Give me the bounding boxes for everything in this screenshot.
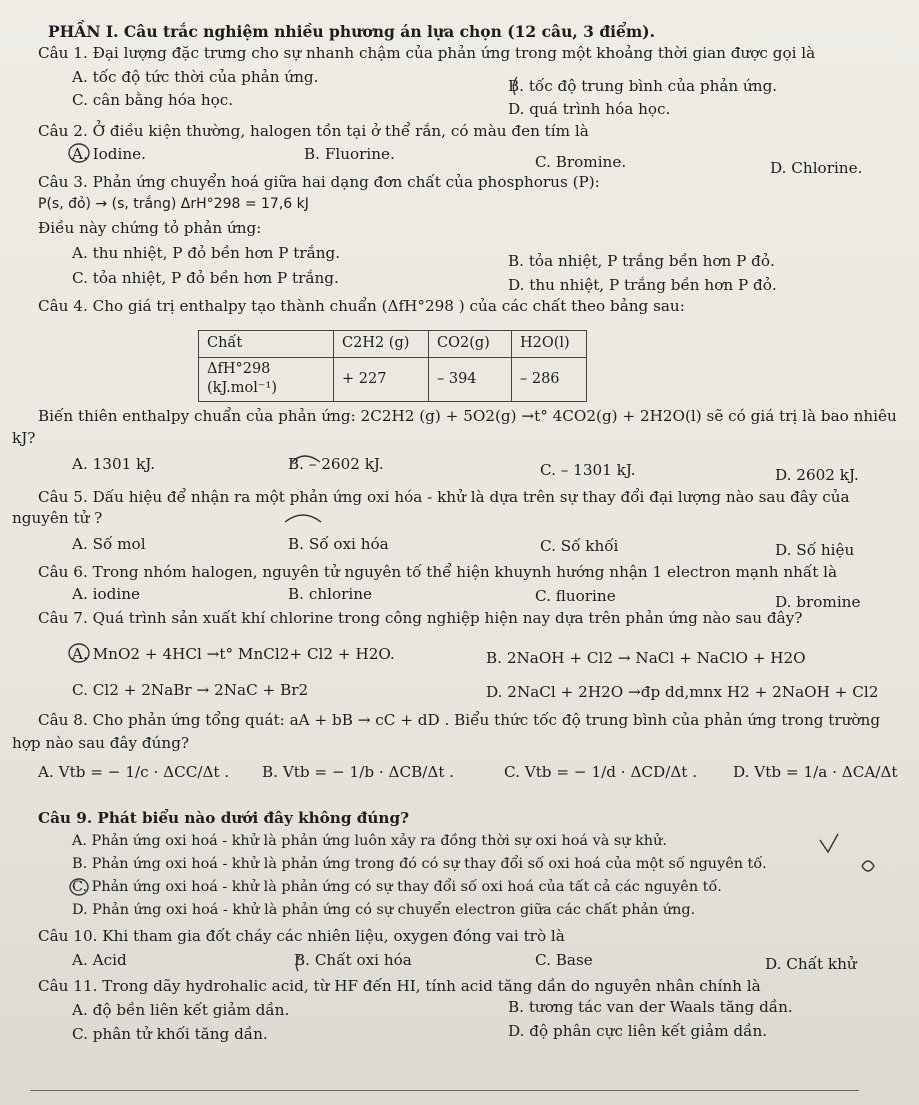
table-head-cell: CO2(g) bbox=[429, 331, 512, 358]
q3-option-a[interactable]: A. thu nhiệt, P đỏ bền hơn P trắng. bbox=[72, 244, 341, 262]
q8-option-d[interactable]: D. Vtb = 1/a · ΔCA/Δt bbox=[733, 763, 898, 781]
q3-option-c[interactable]: C. tỏa nhiệt, P đỏ bền hơn P trắng. bbox=[72, 269, 339, 287]
q7-option-d[interactable]: D. 2NaCl + 2H2O →đp dd,mnx H2 + 2NaOH + Cl2 bbox=[486, 683, 879, 701]
table-row-label: ΔfH°298 (kJ.mol⁻¹) bbox=[199, 358, 334, 402]
q10-option-b[interactable]: B. Chất oxi hóa bbox=[294, 951, 412, 969]
q5-stem2: nguyên tử ? bbox=[12, 509, 103, 527]
table-cell: + 227 bbox=[334, 358, 429, 402]
q3-option-d[interactable]: D. thu nhiệt, P trắng bền hơn P đỏ. bbox=[508, 276, 777, 294]
q7-option-b[interactable]: B. 2NaOH + Cl2 → NaCl + NaClO + H2O bbox=[486, 649, 806, 667]
q2-option-d[interactable]: D. Chlorine. bbox=[770, 159, 863, 177]
q7-stem: Câu 7. Quá trình sản xuất khí chlorine trong công nghiệp hiện nay dựa trên phản ứng nào sau đây? bbox=[38, 609, 803, 627]
q5-option-d[interactable]: D. Số hiệu bbox=[775, 541, 855, 559]
q9-stem: Câu 9. Phát biểu nào dưới đây không đúng? bbox=[38, 809, 409, 827]
q6-option-a[interactable]: A. iodine bbox=[72, 585, 140, 603]
q11-option-a[interactable]: A. độ bền liên kết giảm dần. bbox=[72, 1001, 290, 1019]
q11-option-b[interactable]: B. tương tác van der Waals tăng dần. bbox=[508, 998, 793, 1016]
q1-option-a[interactable]: A. tốc độ tức thời của phản ứng. bbox=[72, 68, 319, 86]
q10-stem: Câu 10. Khi tham gia đốt cháy các nhiên liệu, oxygen đóng vai trò là bbox=[38, 927, 565, 945]
q11-option-d[interactable]: D. độ phân cực liên kết giảm dần. bbox=[508, 1022, 768, 1040]
q4-option-a[interactable]: A. 1301 kJ. bbox=[72, 455, 156, 473]
q5-option-a[interactable]: A. Số mol bbox=[72, 535, 146, 553]
q9-option-c[interactable]: C. Phản ứng oxi hoá - khử là phản ứng có sự thay đổi số oxi hoá của tất cả các nguyên tố. bbox=[72, 879, 722, 895]
mark-circle bbox=[69, 144, 89, 162]
q6-option-b[interactable]: B. chlorine bbox=[288, 585, 372, 603]
q1-option-d[interactable]: D. quá trình hóa học. bbox=[508, 100, 671, 118]
table-cell: – 286 bbox=[512, 358, 587, 402]
q11-stem: Câu 11. Trong dãy hydrohalic acid, từ HF đến HI, tính acid tăng dần do nguyên nhân chính là bbox=[38, 977, 761, 995]
q1-stem-text: Câu 1. Đại lượng đặc trưng cho sự nhanh chậm của phản ứng trong một khoảng thời gian được gọi là bbox=[38, 44, 816, 62]
q2-stem: Câu 2. Ở điều kiện thường, halogen tồn tại ở thể rắn, có màu đen tím là bbox=[38, 122, 589, 140]
table-head-cell: H2O(l) bbox=[512, 331, 587, 358]
q9-option-b[interactable]: B. Phản ứng oxi hoá - khử là phản ứng trong đó có sự thay đổi số oxi hoá của một số nguyên tố. bbox=[72, 856, 767, 872]
q4-stem: Câu 4. Cho giá trị enthalpy tạo thành chuẩn (ΔfH°298 ) của các chất theo bảng sau: bbox=[38, 297, 685, 315]
q6-stem: Câu 6. Trong nhóm halogen, nguyên tử nguyên tố thể hiện khuynh hướng nhận 1 electron mạnh nhất là bbox=[38, 563, 838, 581]
mark-stroke bbox=[296, 955, 300, 971]
q10-option-c[interactable]: C. Base bbox=[535, 951, 593, 969]
q5-stem: Câu 5. Dấu hiệu để nhận ra một phản ứng oxi hóa - khử là dựa trên sự thay đổi đại lượng nào sau đây của bbox=[38, 488, 850, 506]
q2-option-c[interactable]: C. Bromine. bbox=[535, 153, 627, 171]
q5-option-c[interactable]: C. Số khối bbox=[540, 537, 619, 555]
mark-stroke bbox=[513, 77, 517, 95]
table-cell: – 394 bbox=[429, 358, 512, 402]
q6-option-d[interactable]: D. bromine bbox=[775, 593, 861, 611]
q11-option-c[interactable]: C. phân tử khối tăng dần. bbox=[72, 1025, 268, 1043]
mark-circle bbox=[69, 644, 89, 662]
q8-option-a[interactable]: A. Vtb = − 1/c · ΔCC/Δt . bbox=[38, 763, 230, 781]
q4-option-c[interactable]: C. – 1301 kJ. bbox=[540, 461, 636, 479]
q3-reaction: P(s, đỏ) → (s, trắng) ΔrH°298 = 17,6 kJ bbox=[38, 196, 309, 212]
q8-option-b[interactable]: B. Vtb = − 1/b · ΔCB/Δt . bbox=[262, 763, 455, 781]
q8-option-c[interactable]: C. Vtb = − 1/d · ΔCD/Δt . bbox=[504, 763, 698, 781]
q4-stem2: Biến thiên enthalpy chuẩn của phản ứng: 2C2H2 (g) + 5O2(g) →t° 4CO2(g) + 2H2O(l) sẽ có giá trị là bao nhiêu bbox=[38, 407, 897, 425]
q4-stem3: kJ? bbox=[12, 429, 36, 447]
q1-option-b[interactable]: B. tốc độ trung bình của phản ứng. bbox=[508, 77, 778, 95]
table-head-cell: Chất bbox=[199, 331, 334, 358]
q2-option-b[interactable]: B. Fluorine. bbox=[304, 145, 395, 163]
check-mark-icon bbox=[820, 834, 838, 852]
q6-option-c[interactable]: C. fluorine bbox=[535, 587, 616, 605]
q7-option-a[interactable]: A. MnO2 + 4HCl →t° MnCl2+ Cl2 + H2O. bbox=[72, 645, 395, 663]
q5-option-b[interactable]: B. Số oxi hóa bbox=[288, 535, 389, 553]
q3-note: Điều này chứng tỏ phản ứng: bbox=[38, 219, 262, 237]
q7-option-c[interactable]: C. Cl2 + 2NaBr → 2NaC + Br2 bbox=[72, 681, 309, 699]
q4-option-b[interactable]: B. – 2602 kJ. bbox=[288, 455, 384, 473]
q8-stem: Câu 8. Cho phản ứng tổng quát: aA + bB → cC + dD . Biểu thức tốc độ trung bình của phản ứng trong trường bbox=[38, 711, 881, 729]
mark-stroke bbox=[292, 456, 320, 462]
q1-option-c[interactable]: C. cân bằng hóa học. bbox=[72, 91, 234, 109]
mark-circle bbox=[70, 879, 88, 895]
q3-stem: Câu 3. Phản ứng chuyển hoá giữa hai dạng đơn chất của phosphorus (P): bbox=[38, 173, 600, 191]
q4-option-d[interactable]: D. 2602 kJ. bbox=[775, 466, 859, 484]
q10-option-d[interactable]: D. Chất khử bbox=[765, 955, 857, 973]
mark-stroke bbox=[285, 515, 321, 522]
part-title: PHẦN I. Câu trắc nghiệm nhiều phương án lựa chọn (12 câu, 3 điểm). bbox=[48, 22, 656, 41]
mark-stroke bbox=[862, 861, 874, 871]
q3-option-b[interactable]: B. tỏa nhiệt, P trắng bền hơn P đỏ. bbox=[508, 252, 775, 270]
q10-option-a[interactable]: A. Acid bbox=[72, 951, 127, 969]
divider bbox=[30, 1090, 859, 1091]
q2-option-a[interactable]: A. Iodine. bbox=[72, 145, 146, 163]
q9-option-d[interactable]: D. Phản ứng oxi hoá - khử là phản ứng có sự chuyển electron giữa các chất phản ứng. bbox=[72, 902, 696, 918]
q9-option-a[interactable]: A. Phản ứng oxi hoá - khử là phản ứng luôn xảy ra đồng thời sự oxi hoá và sự khử. bbox=[72, 833, 667, 849]
table-head-cell: C2H2 (g) bbox=[334, 331, 429, 358]
q8-stem2: hợp nào sau đây đúng? bbox=[12, 734, 190, 752]
